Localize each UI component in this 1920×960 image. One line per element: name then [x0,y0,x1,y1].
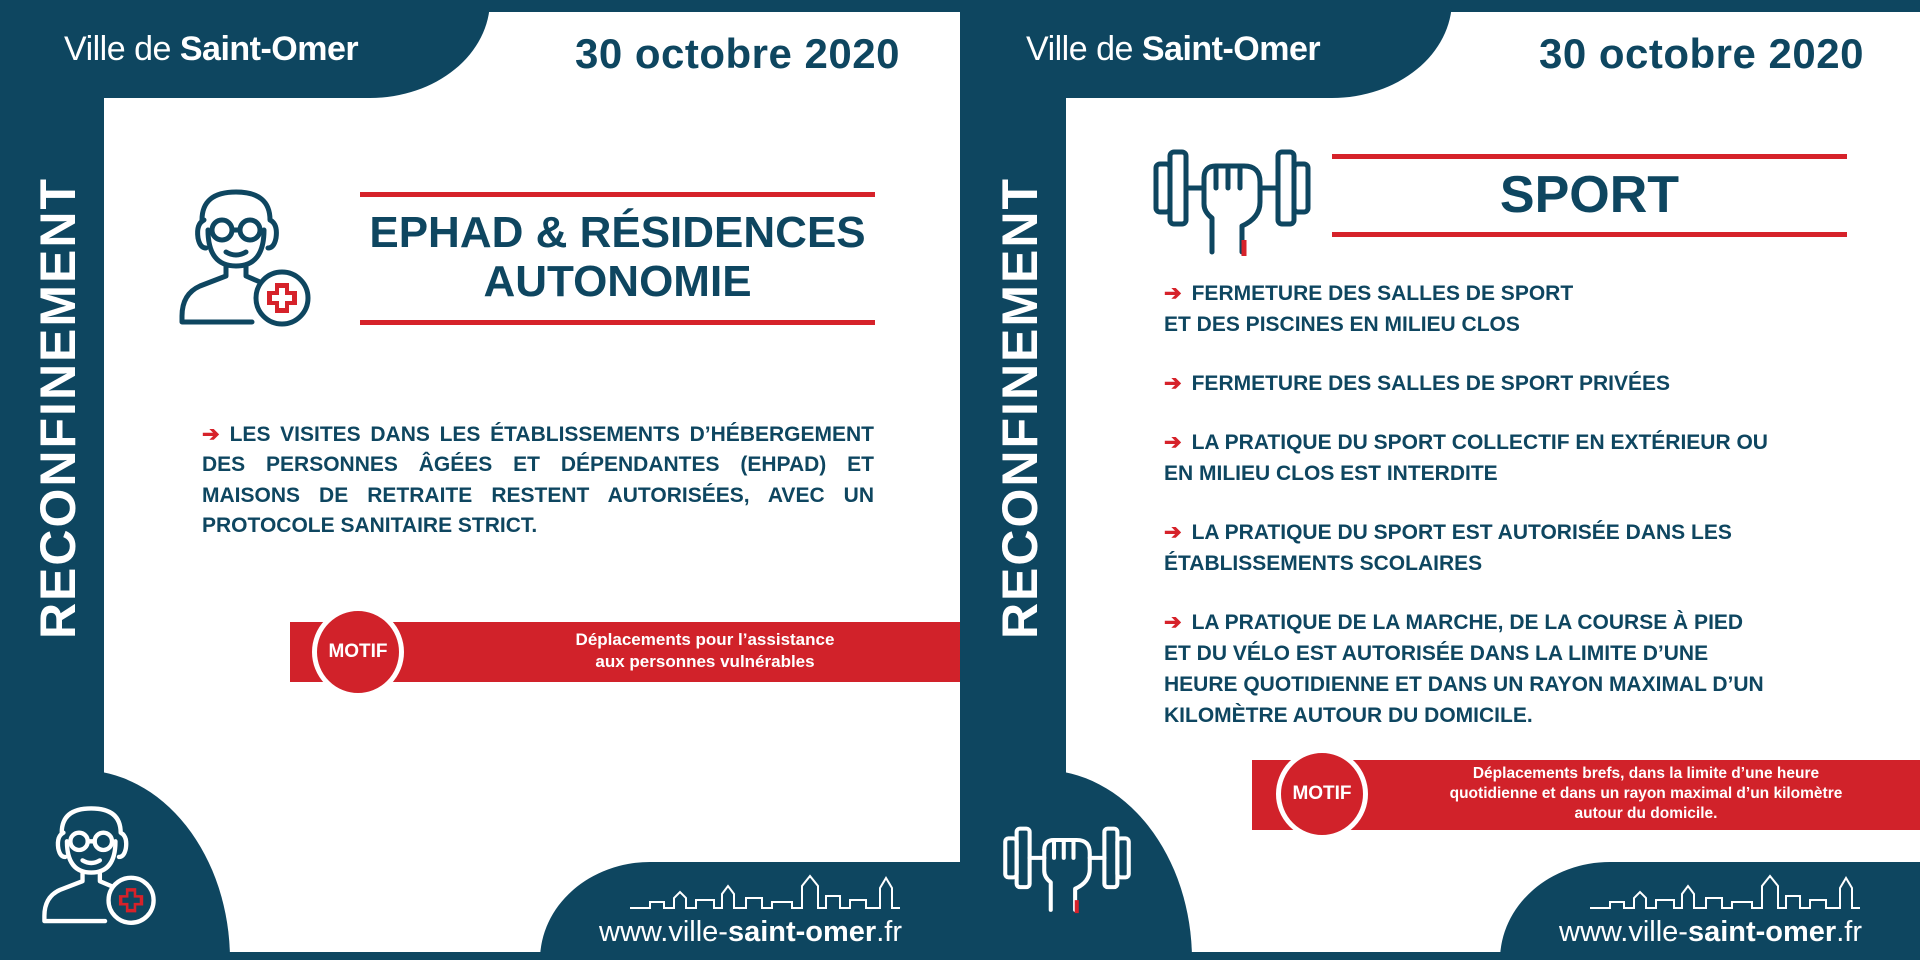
title-line-bottom [360,320,875,325]
item-text: ET DES PISCINES EN MILIEU CLOS [1164,313,1520,336]
list-item [1164,427,1844,489]
city-skyline-icon [1590,872,1860,912]
item-text: LA PRATIQUE DU SPORT EST AUTORISÉE DANS LES [1191,521,1732,544]
brand-title [64,30,358,69]
list-item [1164,517,1844,579]
arrow-right-icon: ➔ [1164,611,1182,634]
motif-text-line1: Déplacements pour l’assistance [575,630,835,649]
brand-prefix: Ville de [1026,30,1133,68]
motif-text-line1: Déplacements brefs, dans la limite d’une heure [1472,765,1820,782]
item-text: FERMETURE DES SALLES DE SPORT [1191,282,1574,305]
paragraph-text: LES VISITES DANS LES ÉTABLISSEMENTS D’HÉBERGEMENT DES PERSONNES ÂGÉES ET DÉPENDANTES (EHPAD) ET MAISONS DE RETRAITE RESTENT AUTORISÉES, AVEC UN PROTOCOLE SANITAIRE STRICT. [202,423,874,538]
brand-prefix: Ville de [64,30,171,68]
arrow-right-icon: ➔ [202,423,220,446]
arrow-right-icon: ➔ [1164,431,1182,454]
motif-text-line3: autour du domicile. [1574,805,1718,822]
elderly-person-small-icon [34,798,164,928]
brand-name: Saint-Omer [179,30,359,68]
item-text: KILOMÈTRE AUTOUR DU DOMICILE. [1164,704,1533,727]
motif-text-line2: aux personnes vulnérables [595,652,815,671]
url-name: saint-omer [1687,916,1837,948]
item-text: ÉTABLISSEMENTS SCOLAIRES [1164,552,1483,575]
city-skyline-icon [630,872,900,912]
url-name: saint-omer [727,916,877,948]
dumbbell-fist-icon [1152,138,1312,258]
dumbbell-fist-small-icon [1002,816,1132,916]
title-line-top [360,192,875,197]
arrow-right-icon: ➔ [1164,372,1182,395]
motif-badge: MOTIF [312,606,404,698]
title-line-bottom [1332,232,1847,237]
arrow-right-icon: ➔ [1164,521,1182,544]
list-item [1164,278,1844,340]
date-label: 30 octobre 2020 [1538,30,1864,77]
url-suffix: .fr [876,916,902,948]
item-text: LA PRATIQUE DU SPORT COLLECTIF EN EXTÉRIEUR OU [1191,431,1768,454]
brand-name: Saint-Omer [1141,30,1321,68]
motif-badge: MOTIF [1276,748,1368,840]
website-link[interactable] [599,916,902,949]
item-text: HEURE QUOTIDIENNE ET DANS UN RAYON MAXIMAL D’UN [1164,673,1764,696]
rules-list [1164,278,1844,759]
sport-panel [962,0,1920,960]
title-line-top [1332,154,1847,159]
item-text: EN MILIEU CLOS EST INTERDITE [1164,462,1498,485]
elderly-person-medical-icon [170,180,320,330]
url-suffix: .fr [1836,916,1862,948]
title-line2: AUTONOMIE [483,257,752,307]
page-title: SPORT [1499,166,1680,224]
url-prefix: www.ville- [1559,916,1688,948]
item-text: LA PRATIQUE DE LA MARCHE, DE LA COURSE À PIED [1191,611,1744,634]
list-item [1164,607,1844,731]
vertical-label: RECONFINEMENT [30,176,86,640]
info-paragraph [202,420,874,542]
item-text: FERMETURE DES SALLES DE SPORT PRIVÉES [1191,372,1671,395]
arrow-right-icon: ➔ [1164,282,1182,305]
title-line1: EPHAD & RÉSIDENCES [369,208,866,257]
vertical-label: RECONFINEMENT [992,176,1048,640]
url-prefix: www.ville- [599,916,728,948]
motif-text-line2: quotidienne et dans un rayon maximal d’un kilomètre [1449,785,1843,802]
item-text: ET DU VÉLO EST AUTORISÉE DANS LA LIMITE D’UNE [1164,642,1709,665]
list-item [1164,368,1844,399]
date-label: 30 octobre 2020 [574,30,900,77]
page-title [340,208,895,307]
brand-title [1026,30,1320,69]
website-link[interactable] [1559,916,1862,949]
